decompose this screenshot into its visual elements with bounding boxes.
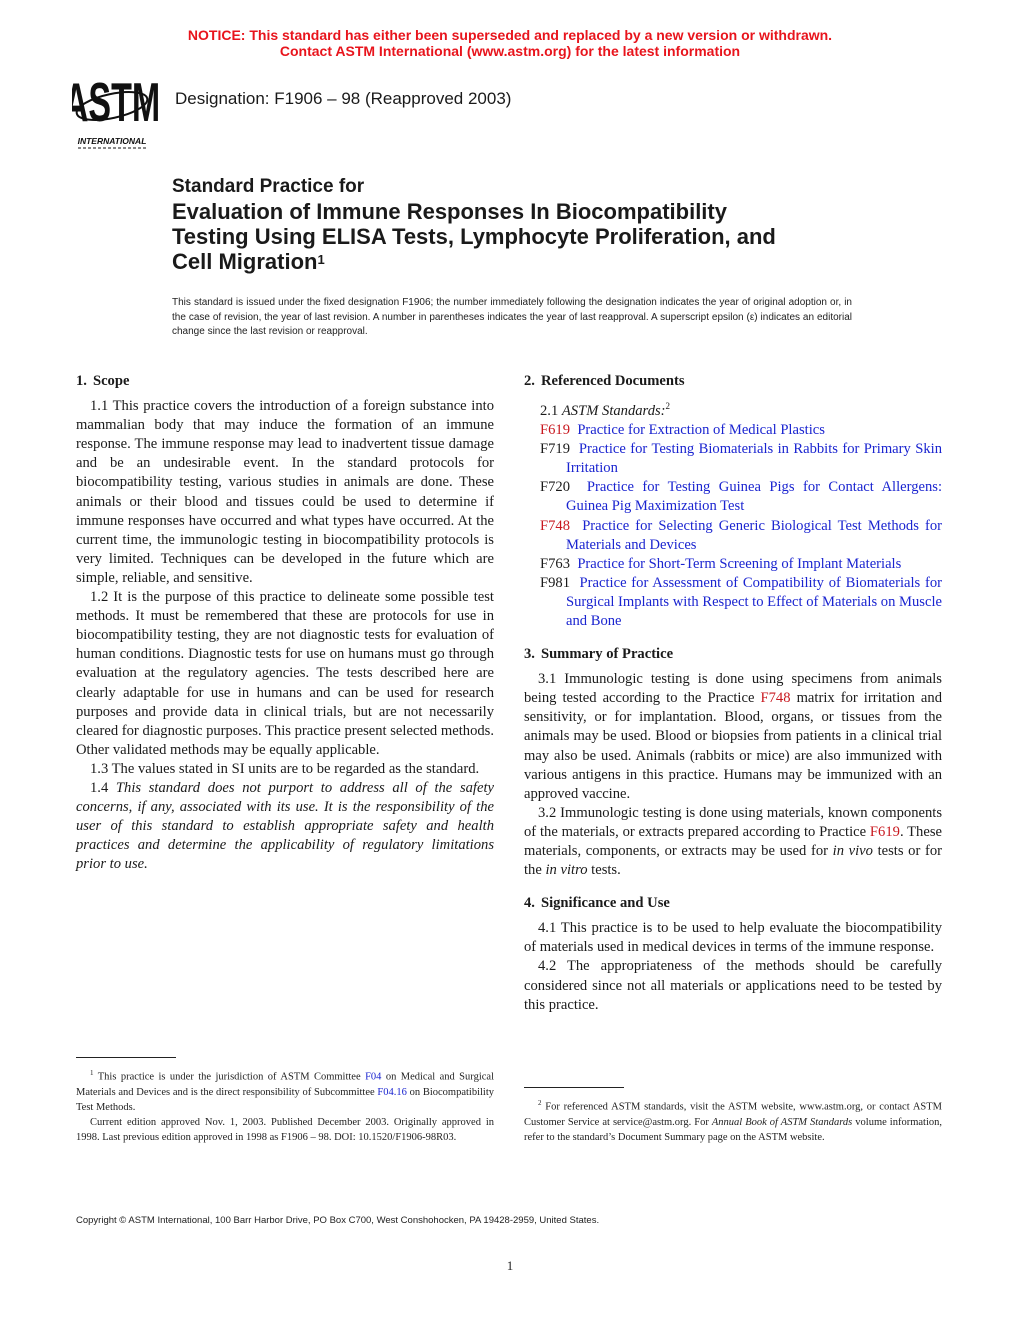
reference-item: [540, 517, 942, 555]
issuance-note: This standard is issued under the fixed designation F1906; the number immediately following the designation indicates the year of original adoption or, in the case of revision, the year of last revision. A number in parentheses indicates the year of last reapproval. A superscript epsilon (ε) indicates an editorial change since the last revision or reapproval.: [172, 297, 852, 337]
section-heading-significance: 4. Significance and Use: [524, 895, 670, 912]
paragraph-3-1: 3.1 Immunologic testing is done using specimens from animals being tested according to the Practice F748 matrix for irritation and sensitivity, or for implantation. Blood, organs, or tissues from the animals may be used. Blood or biopsies from patients in a clinical trial may also be used. Animals (rabbits or mice) are also immunized with various antigens in this practice. Humans may be immunized with an approved vaccine.: [524, 671, 942, 802]
reference-title-link[interactable]: Practice for Assessment of Compatibility of Biomaterials for Surgical Implants with Respect to Effect of Materials on Muscle and Bone: [566, 574, 943, 629]
reference-item: [540, 555, 942, 574]
copyright: Copyright © ASTM International, 100 Barr Harbor Drive, PO Box C700, West Conshohocken, PA 19428-2959, United States.: [76, 1215, 600, 1226]
subcommittee-link[interactable]: F04.16: [377, 1086, 407, 1098]
footnote-1: $^1$ This practice is under the jurisdiction of ASTM Committee F04 on Medical and Surgical Materials and Devices and is the direct responsibility of Subcommittee F04.16 on Biocompatibility Test Methods. Current edition approved Nov. 1, 2003. Published December 2003. Originally approved in 1998. Last previous edition approved in 1998 as F1906 – 98. DOI: 10.1520/F1906-98R03.: [76, 1069, 494, 1143]
paragraph-4-1: 4.1 This practice is to be used to help evaluate the biocompatibility of materials used in medical devices in terms of the immune response.: [524, 920, 942, 956]
reference-title-link[interactable]: Practice for Selecting Generic Biological Test Methods for Materials and Devices: [566, 517, 943, 553]
reference-code-link[interactable]: F748: [540, 517, 571, 534]
title-prefix: Standard Practice for: [172, 176, 365, 197]
paragraph-1-1: 1.1 This practice covers the introduction of a foreign substance into mammalian body that may induce the formation of an immune response. The immune response may lead to inadvertent tissue damage and be an undesirable event. In the standard protocols for biocompatibility testing, various studies in animals are done. These animals or their blood and tissues could be used to determine if immune responses have occurred and what types have occurred. At the current time, the immunologic testing in biocompatibility protocols is very limited. Techniques can be developed in the future which are simple, reliable, and sensitive.: [76, 398, 494, 586]
reference-link-f619[interactable]: F619: [869, 823, 900, 840]
reference-item: [540, 574, 942, 631]
reference-code: F720: [540, 479, 571, 496]
paragraph-1-2: 1.2 It is the purpose of this practice to delineate some possible test methods. It must be remembered that these are protocols for use in biocompatibility testing, they are not diagnostic tests for evaluation of human conditions. Diagnostic tests for use on humans must go through evaluation at the regulatory agencies. The tests described here are clearly adaptable for use in humans and can be used for research purposes and provide data in clinical trials, but are not necessarily cleared for diagnostic purposes. This practice present selected methods. Other validated methods may be equally applicable.: [76, 589, 494, 758]
referenced-intro: 2.1 ASTM Standards:$^2$: [540, 401, 671, 419]
section-heading-scope: 1. Scope: [76, 373, 130, 389]
left-column: [76, 372, 494, 874]
reference-title-link[interactable]: Practice for Testing Biomaterials in Rabbits for Primary Skin Irritation: [566, 441, 943, 477]
paragraph-1-4: 1.4 This standard does not purport to address all of the safety concerns, if any, associated with its use. It is the responsibility of the user of this standard to establish appropriate safety and health practices and determine the applicability of regulatory limitations prior to use.: [76, 779, 494, 873]
reference-code: F719: [540, 441, 571, 458]
title-line: Evaluation of Immune Responses In Biocompatibility: [172, 199, 727, 224]
committee-link[interactable]: F04: [365, 1071, 382, 1083]
paragraph-4-2: 4.2 The appropriateness of the methods should be carefully considered since not all materials or applications need to be tested by this practice.: [524, 958, 942, 1013]
title-line: Testing Using ELISA Tests, Lymphocyte Proliferation, and: [172, 224, 776, 249]
footnote-mark: 2: [538, 1099, 542, 1107]
reference-code: F981: [540, 574, 571, 591]
paragraph-3-2: 3.2 Immunologic testing is done using materials, known components of the materials, or extracts prepared according to Practice F619. These materials, components, or extracts may be used for in vivo tests or for the in vitro tests.: [524, 804, 942, 879]
withdrawn-notice: [0, 27, 1020, 59]
title-line: Cell Migration: [172, 249, 318, 274]
right-column: [524, 372, 942, 1015]
footnote-mark: 1: [90, 1069, 94, 1077]
paragraph-1-3: 1.3 The values stated in SI units are to be regarded as the standard.: [90, 760, 480, 777]
document-title: [172, 175, 892, 274]
svg-text:ASTM: ASTM: [72, 76, 161, 133]
title-main: [172, 199, 892, 274]
reference-item: [540, 440, 942, 478]
reference-item: [540, 478, 942, 516]
footnote-divider: [524, 1087, 624, 1088]
page-number: 1: [506, 1258, 514, 1273]
reference-code: F763: [540, 555, 571, 572]
reference-title-link[interactable]: Practice for Short-Term Screening of Implant Materials: [577, 555, 902, 572]
reference-link-f748[interactable]: F748: [760, 690, 791, 707]
reference-item: [540, 421, 942, 440]
reference-code-link[interactable]: F619: [540, 422, 571, 439]
astm-logo: [72, 76, 162, 152]
notice-line-1: NOTICE: This standard has either been superseded and replaced by a new version or withdrawn.: [187, 27, 833, 43]
edition-info: Current edition approved Nov. 1, 2003. Published December 2003. Originally approved in 1998. Last previous edition approved in 1998 as F1906 – 98. DOI: 10.1520/F1906-98R03.: [76, 1116, 494, 1143]
svg-text:INTERNATIONAL: INTERNATIONAL: [77, 136, 147, 146]
section-heading-referenced-documents: 2. Referenced Documents: [524, 373, 685, 389]
notice-line-2: Contact ASTM International (www.astm.org) for the latest information: [279, 43, 741, 59]
footnote-divider: [76, 1057, 176, 1058]
reference-title-link[interactable]: Practice for Testing Guinea Pigs for Contact Allergens: Guinea Pig Maximization Test: [566, 479, 942, 515]
designation: Designation: F1906 – 98 (Reapproved 2003): [175, 89, 512, 108]
section-heading-summary: 3. Summary of Practice: [524, 646, 674, 663]
footnote-2: $^2$ For referenced ASTM standards, visit the ASTM website, www.astm.org, or contact ASTM Customer Service at service@astm.org. For Annual Book of ASTM Standards volume information, refer to the standard’s Document Summary page on the ASTM website.: [524, 1099, 942, 1143]
footnote-ref[interactable]: 1: [317, 252, 325, 267]
footnote-ref[interactable]: 2: [665, 401, 671, 412]
reference-title-link[interactable]: Practice for Extraction of Medical Plastics: [577, 422, 825, 439]
astm-international-logo-icon: [72, 76, 162, 152]
